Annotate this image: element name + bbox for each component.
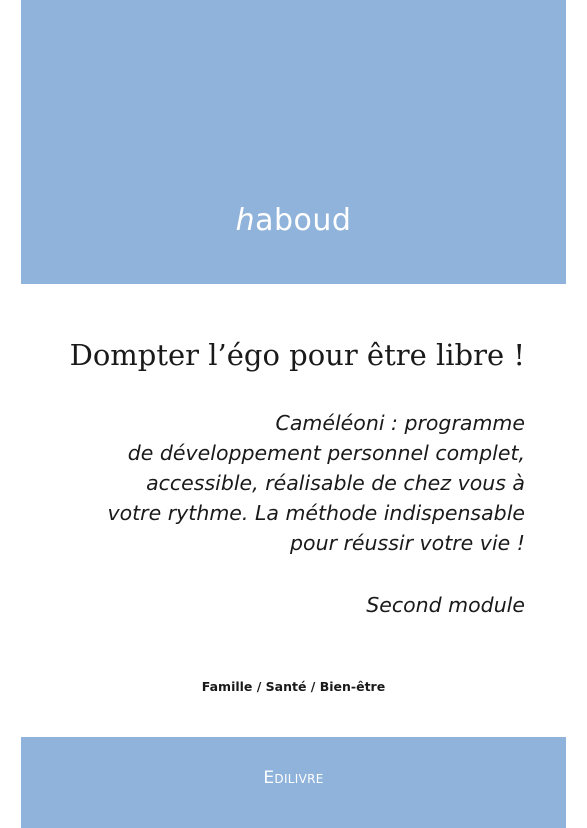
author-rest: aboud — [255, 203, 352, 238]
subtitle-line: Caméléoni : programme — [275, 411, 525, 435]
publisher-logo: Edilivre — [263, 768, 324, 788]
author-initial: h — [235, 203, 256, 238]
subtitle-line: accessible, réalisable de chez vous à — [146, 471, 525, 495]
subtitle-line: pour réussir votre vie ! — [290, 531, 525, 555]
module-label: Second module — [366, 593, 525, 617]
cover-top-band — [21, 0, 566, 284]
book-subtitle — [45, 408, 525, 558]
subtitle-line: votre rythme. La méthode indispensable — [107, 501, 525, 525]
cover-bottom-band — [21, 737, 566, 828]
author-name — [21, 203, 566, 238]
book-title: Dompter l’égo pour être libre ! — [69, 338, 525, 372]
subtitle-line: de développement personnel complet, — [127, 441, 525, 465]
category-label: Famille / Santé / Bien-être — [201, 679, 386, 694]
